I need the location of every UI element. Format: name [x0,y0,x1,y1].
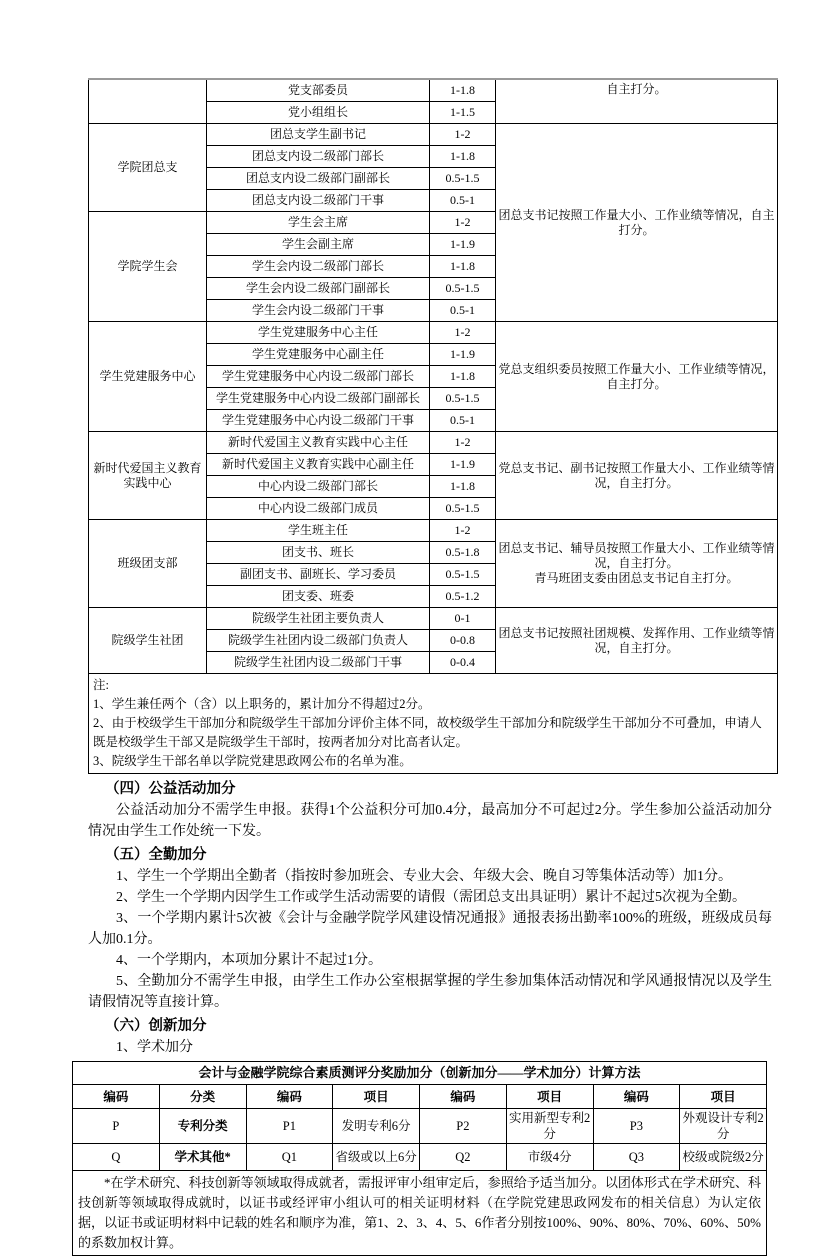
table-row [73,1144,767,1171]
position-cell: 党支部委员 [207,79,430,102]
position-cell: 团支书、班长 [207,542,430,564]
code-cell: P3 [593,1109,680,1144]
table-footnote-row [73,1171,767,1256]
position-cell: 新时代爱国主义教育实践中心副主任 [207,454,430,476]
code-cell: Q [73,1144,160,1171]
score-cell: 0.5-1.5 [430,498,496,520]
remark-cell [496,520,778,608]
notes-label: 注: [93,678,109,692]
category-cell: 学术其他* [159,1144,246,1171]
score-cell: 1-1.9 [430,234,496,256]
note-line: 3、院级学生干部名单以学院党建思政网公布的名单为准。 [93,754,412,768]
note-line: 1、学生兼任两个（含）以上职务的，累计加分不得超过2分。 [93,697,431,711]
section5-item: 1、学生一个学期出全勤者（指按时参加班会、专业大会、年级大会、晚自习等集体活动等）加1分。 [116,869,732,884]
section4-heading: （四）公益活动加分 [105,781,236,797]
section-public-welfare [88,778,772,842]
remark-cell: 团总支书记按照社团规模、发挥作用、工作业绩等情况，自主打分。 [496,608,778,674]
score-cell: 1-1.8 [430,256,496,278]
score-cell: 0.5-1.5 [430,564,496,586]
header-cell: 编码 [593,1085,680,1109]
score-cell: 1-1.8 [430,146,496,168]
score-cell: 1-1.8 [430,366,496,388]
student-cadre-score-table [88,78,778,774]
position-cell: 学生党建服务中心内设二级部门干事 [207,410,430,432]
group-cell: 学生党建服务中心 [89,322,207,432]
score-cell: 1-2 [430,520,496,542]
position-cell: 副团支书、副班长、学习委员 [207,564,430,586]
remark-cell: 自主打分。 [496,79,778,124]
table-row [89,520,778,542]
score-cell: 1-1.8 [430,476,496,498]
position-cell: 院级学生社团主要负责人 [207,608,430,630]
header-cell: 项目 [680,1085,767,1109]
section4-paragraph: 公益活动加分不需学生申报。获得1个公益积分可加0.4分，最高加分不可起过2分。学生参加公益活动加分情况由学生工作处统一下发。 [88,803,772,839]
header-cell: 项目 [506,1085,593,1109]
position-cell: 学生会内设二级部门干事 [207,300,430,322]
item-cell: 实用新型专利2分 [506,1109,593,1144]
table-row [89,608,778,630]
score-cell: 1-2 [430,124,496,146]
header-cell: 编码 [420,1085,507,1109]
position-cell: 团总支内设二级部门部长 [207,146,430,168]
score-cell: 1-1.9 [430,454,496,476]
position-cell: 学生党建服务中心内设二级部门副部长 [207,388,430,410]
academic-bonus-table [72,1061,767,1256]
group-cell: 学院学生会 [89,212,207,322]
position-cell: 学生党建服务中心主任 [207,322,430,344]
score-cell: 0-0.8 [430,630,496,652]
score-cell: 1-1.5 [430,102,496,124]
score-cell: 0.5-1 [430,190,496,212]
position-cell: 学生会副主席 [207,234,430,256]
group-cell: 学院团总支 [89,124,207,212]
position-cell: 学生党建服务中心副主任 [207,344,430,366]
table-header-row [73,1085,767,1109]
header-cell: 编码 [246,1085,333,1109]
table-row [89,322,778,344]
code-cell: P1 [246,1109,333,1144]
remark-cell: 党总支组织委员按照工作量大小、工作业绩等情况，自主打分。 [496,322,778,432]
section-full-attendance [88,844,772,1013]
position-cell: 团总支内设二级部门副部长 [207,168,430,190]
table-title-row [73,1062,767,1085]
group-cell: 班级团支部 [89,520,207,608]
table-row [89,432,778,454]
code-cell: Q1 [246,1144,333,1171]
position-cell: 中心内设二级部门成员 [207,498,430,520]
section-innovation [88,1015,772,1058]
position-cell: 团支委、班委 [207,586,430,608]
remark-cell: 党总支书记、副书记按照工作量大小、工作业绩等情况，自主打分。 [496,432,778,520]
code-cell: P2 [420,1109,507,1144]
position-cell: 院级学生社团内设二级部门负责人 [207,630,430,652]
item-cell: 校级或院级2分 [680,1144,767,1171]
score-cell: 0.5-1.2 [430,586,496,608]
score-cell: 1-1.8 [430,79,496,102]
item-cell: 发明专利6分 [333,1109,420,1144]
table-title: 会计与金融学院综合素质测评分奖励加分（创新加分——学术加分）计算方法 [73,1062,767,1085]
position-cell: 学生党建服务中心内设二级部门部长 [207,366,430,388]
position-cell: 院级学生社团内设二级部门干事 [207,652,430,674]
group-cell: 新时代爱国主义教育实践中心 [89,432,207,520]
score-cell: 0-0.4 [430,652,496,674]
category-cell: 专利分类 [159,1109,246,1144]
table-notes-cell [89,674,778,774]
table-row [89,79,778,102]
score-cell: 1-2 [430,432,496,454]
note-line: 2、由于校级学生干部加分和院级学生干部加分评价主体不同，故校级学生干部加分和院级学生干部加分不可叠加，申请人既是校级学生干部又是院级学生干部时，按两者加分对比高者认定。 [93,716,762,749]
position-cell: 学生会主席 [207,212,430,234]
position-cell: 学生班主任 [207,520,430,542]
score-cell: 1-1.9 [430,344,496,366]
position-cell: 党小组组长 [207,102,430,124]
score-cell: 0.5-1.5 [430,278,496,300]
score-cell: 0.5-1.8 [430,542,496,564]
header-cell: 编码 [73,1085,160,1109]
code-cell: P [73,1109,160,1144]
group-cell [89,79,207,124]
code-cell: Q2 [420,1144,507,1171]
item-cell: 外观设计专利2分 [680,1109,767,1144]
section5-item: 4、一个学期内，本项加分累计不起过1分。 [116,953,382,968]
group-cell: 院级学生社团 [89,608,207,674]
section6-subheading: 1、学术加分 [116,1040,193,1055]
position-cell: 新时代爱国主义教育实践中心主任 [207,432,430,454]
position-cell: 团总支内设二级部门干事 [207,190,430,212]
code-cell: Q3 [593,1144,680,1171]
item-cell: 省级或以上6分 [333,1144,420,1171]
score-cell: 0.5-1 [430,410,496,432]
position-cell: 学生会内设二级部门副部长 [207,278,430,300]
score-cell: 0.5-1.5 [430,388,496,410]
table-row [73,1109,767,1144]
section5-heading: （五）全勤加分 [105,847,207,863]
section6-heading: （六）创新加分 [105,1018,207,1034]
section5-item: 2、学生一个学期内因学生工作或学生活动需要的请假（需团总支出具证明）累计不起过5次视为全勤。 [116,890,746,905]
position-cell: 学生会内设二级部门部长 [207,256,430,278]
position-cell: 中心内设二级部门部长 [207,476,430,498]
score-cell: 0-1 [430,608,496,630]
score-cell: 0.5-1 [430,300,496,322]
table-notes-row [89,674,778,774]
score-cell: 1-2 [430,212,496,234]
table-row [89,124,778,146]
remark-line: 青马班团支委由团总支书记自主打分。 [534,571,739,585]
item-cell: 市级4分 [506,1144,593,1171]
section5-item: 3、一个学期内累计5次被《会计与金融学院学风建设情况通报》通报表扬出勤率100%的班级，班级成员每人加0.1分。 [88,911,772,947]
remark-line: 团总支书记、辅导员按照工作量大小、工作业绩等情况，自主打分。 [498,541,775,570]
header-cell: 分类 [159,1085,246,1109]
section5-item: 5、全勤加分不需学生申报，由学生工作办公室根据掌握的学生参加集体活动情况和学风通报情况以及学生请假情况等直接计算。 [88,974,772,1010]
remark-cell: 团总支书记按照工作量大小、工作业绩等情况，自主打分。 [496,124,778,322]
score-cell: 0.5-1.5 [430,168,496,190]
header-cell: 项目 [333,1085,420,1109]
table-footnote: *在学术研究、科技创新等领域取得成就者，需报评审小组审定后，参照给予适当加分。以团体形式在学术研究、科技创新等领域取得成就时，以证书或经评审小组认可的相关证明材料（在学院党建思政网发布的相关信息）为认定依据，以证书或证明材料中记载的姓名和顺序为准，第1、2、3、4、5、6作者分别按100%、90%、80%、70%、60%、50%的系数加权计算。 [73,1171,767,1256]
position-cell: 团总支学生副书记 [207,124,430,146]
score-cell: 1-2 [430,322,496,344]
